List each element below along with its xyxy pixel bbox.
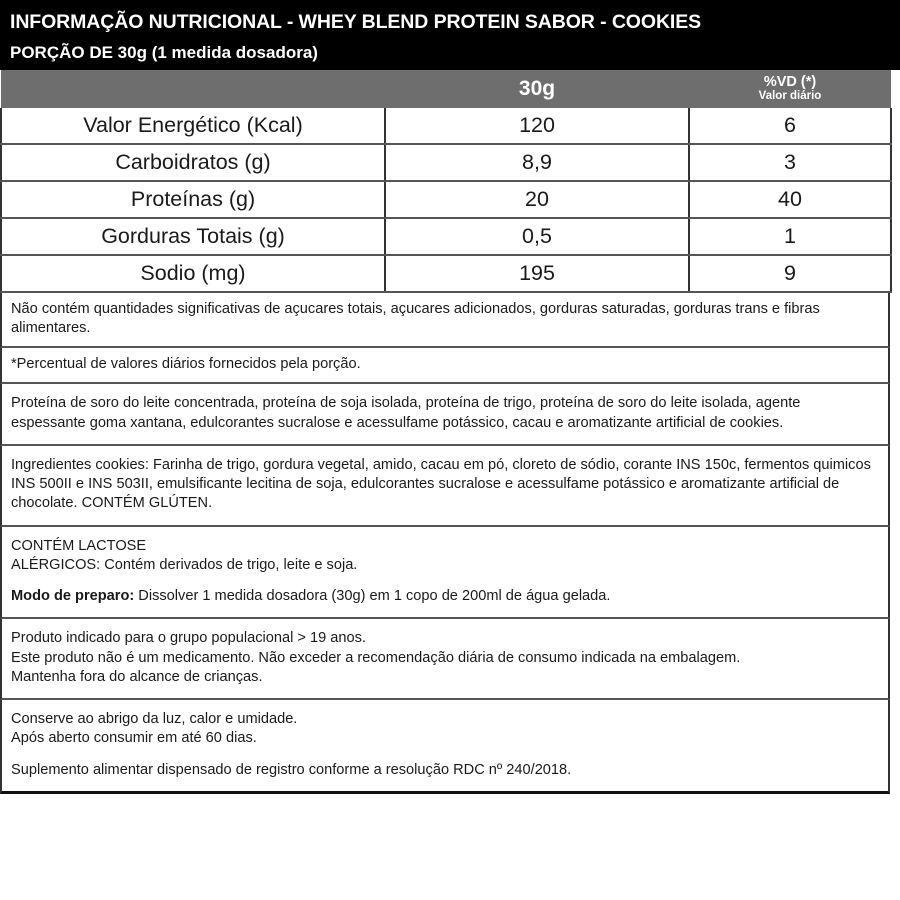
nutrient-daily-value: 6 xyxy=(689,108,891,144)
nutrient-daily-value: 40 xyxy=(689,181,891,218)
preparation-label: Modo de preparo: xyxy=(11,588,135,605)
nutrient-daily-value: 3 xyxy=(689,144,891,181)
nutrient-amount: 120 xyxy=(385,108,689,144)
nutrition-table xyxy=(0,70,892,293)
label-header-bar xyxy=(0,0,900,70)
ingredients-cookies-block xyxy=(0,446,890,527)
allergens-list: ALÉRGICOS: Contém derivados de trigo, leite e soja. xyxy=(11,556,358,573)
table-row xyxy=(1,108,891,144)
not-medicine-warning: Este produto não é um medicamento. Não exceder a recomendação diária de consumo indicada na embalagem. xyxy=(11,649,741,666)
nutrient-amount: 0,5 xyxy=(385,218,689,255)
lactose-warning: CONTÉM LACTOSE xyxy=(11,537,147,554)
children-warning: Mantenha fora do alcance de crianças. xyxy=(11,668,263,685)
registration-text: Suplemento alimentar dispensado de registro conforme a resolução RDC nº 240/2018. xyxy=(11,761,572,778)
block-spacer xyxy=(11,575,879,587)
daily-value-sub-label: Valor diário xyxy=(758,89,822,102)
nutrient-amount: 195 xyxy=(385,255,689,292)
warnings-block xyxy=(0,619,890,700)
table-header-row xyxy=(1,70,891,108)
storage-registration-block xyxy=(0,700,890,794)
nutrient-name: Valor Energético (Kcal) xyxy=(1,108,385,144)
nutrient-amount: 20 xyxy=(385,181,689,218)
nutrient-amount: 8,9 xyxy=(385,144,689,181)
nutrient-name: Carboidratos (g) xyxy=(1,144,385,181)
allergens-preparation-block xyxy=(0,527,890,620)
column-header-nutrient xyxy=(1,70,385,108)
preparation-text: Dissolver 1 medida dosadora (30g) em 1 copo de 200ml de água gelada. xyxy=(134,588,611,605)
block-spacer xyxy=(11,749,879,761)
storage-conditions: Conserve ao abrigo da luz, calor e umidade. xyxy=(11,711,298,728)
table-row xyxy=(1,144,891,181)
not-significant-note xyxy=(0,293,890,349)
nutrient-name: Sodio (mg) xyxy=(1,255,385,292)
page-title: INFORMAÇÃO NUTRICIONAL - WHEY BLEND PROTEIN SABOR - COOKIES xyxy=(10,11,702,33)
table-row xyxy=(1,181,891,218)
age-group-warning: Produto indicado para o grupo populacional > 19 anos. xyxy=(11,630,366,647)
preparation-instructions xyxy=(11,587,879,606)
ingredients-main-text: Proteína de soro do leite concentrada, proteína de soja isolada, proteína de trigo, proteína de soro do leite isolada, agente espessante goma xantana, edulcorantes sucralose e acessulfame potássico, cacau e aromatizante artificial de cookies. xyxy=(11,395,801,431)
storage-after-open: Após aberto consumir em até 60 dias. xyxy=(11,730,257,747)
ingredients-main-block xyxy=(0,384,890,446)
daily-value-main-label: %VD (*) xyxy=(763,73,817,90)
nutrient-daily-value: 1 xyxy=(689,218,891,255)
column-header-portion: 30g xyxy=(385,70,689,108)
table-row xyxy=(1,218,891,255)
daily-value-footnote xyxy=(0,348,890,384)
column-header-daily-value xyxy=(689,70,891,108)
ingredients-cookies-text: Ingredientes cookies: Farinha de trigo, gordura vegetal, amido, cacau em pó, cloreto de sódio, corante INS 150c, fermentos quimicos INS 500II e INS 503II, emulsificante lecitina de soja, edulcorantes sucralose e acessulfame potássico e aromatizante artificial de chocolate. CONTÉM GLÚTEN. xyxy=(11,456,871,512)
daily-value-footnote-text: *Percentual de valores diários fornecidos pela porção. xyxy=(11,356,361,373)
nutrient-name: Proteínas (g) xyxy=(1,181,385,218)
nutrient-daily-value: 9 xyxy=(689,255,891,292)
table-row xyxy=(1,255,891,292)
nutrient-name: Gorduras Totais (g) xyxy=(1,218,385,255)
portion-subtitle: PORÇÃO DE 30g (1 medida dosadora) xyxy=(10,43,318,63)
not-significant-text: Não contém quantidades significativas de açucares totais, açucares adicionados, gorduras saturadas, gorduras trans e fibras alimentares. xyxy=(11,300,820,336)
